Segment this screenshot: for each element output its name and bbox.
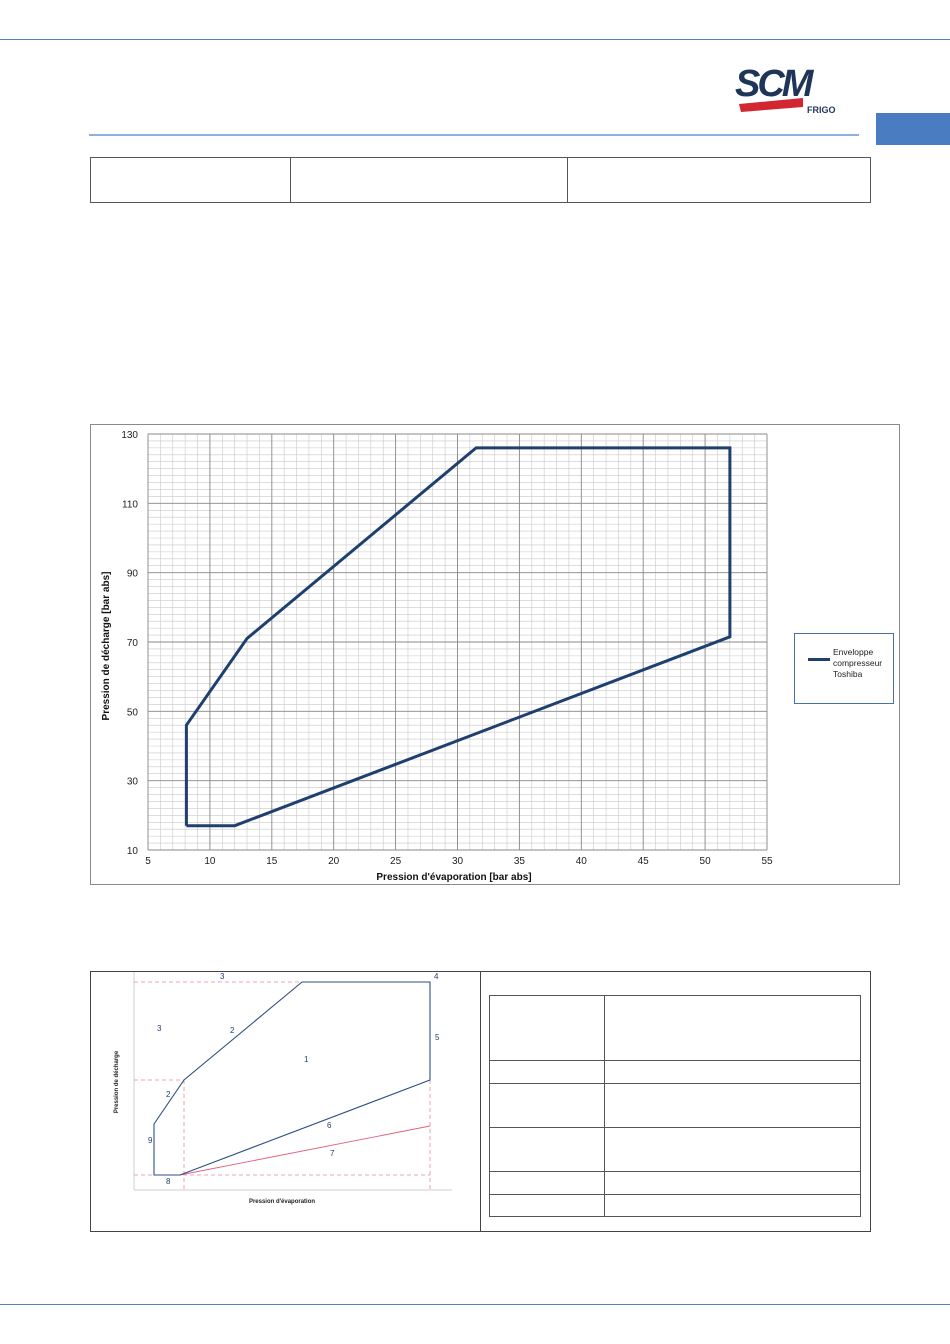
y-tick-label: 30: [126, 776, 138, 788]
x-tick-label: 40: [575, 856, 587, 867]
x-tick-label: 55: [761, 856, 773, 867]
zone-cell: [605, 1172, 861, 1195]
header-cell-2: [291, 158, 568, 203]
header-cell-1: [91, 158, 291, 203]
zone-cell: [605, 1061, 861, 1084]
zone-cell: [605, 1128, 861, 1172]
region-label-3b: 3: [220, 972, 225, 981]
x-tick-label: 10: [204, 856, 216, 867]
region-label-3a: 3: [157, 1024, 162, 1033]
zone-cell: [490, 1195, 605, 1217]
y-tick-label: 10: [126, 846, 138, 857]
envelope-series-line: [186, 448, 730, 826]
region-label-5: 5: [435, 1033, 440, 1042]
zone-table: [489, 995, 861, 1217]
y-tick-label: 50: [126, 707, 138, 719]
top-rule: [0, 39, 950, 40]
section-tab: [876, 113, 950, 145]
figure-divider: [480, 971, 481, 1232]
chart-legend: [794, 633, 894, 704]
region-label-2b: 2: [166, 1090, 171, 1099]
x-tick-label: 35: [513, 856, 525, 867]
zone-cell: [605, 1195, 861, 1217]
region-label-8: 8: [166, 1177, 171, 1186]
x-tick-label: 5: [145, 856, 151, 867]
schematic-line-7: [180, 1126, 430, 1175]
region-label-9: 9: [148, 1136, 153, 1145]
x-tick-label: 30: [451, 856, 464, 867]
header-info-table: [90, 157, 871, 203]
header-cell-3: [568, 158, 871, 203]
zone-cell: [490, 1061, 605, 1084]
compressor-envelope-chart: [90, 424, 900, 885]
x-tick-label: 20: [328, 856, 340, 867]
x-tick-label: 45: [637, 856, 649, 867]
region-label-7: 7: [330, 1149, 335, 1158]
schematic-guides: [134, 982, 430, 1190]
legend-label: Enveloppe compresseur Toshiba: [833, 647, 883, 679]
bottom-rule: [0, 1304, 950, 1305]
zone-cell: [490, 1084, 605, 1128]
schematic-y-label: Pression de décharge: [114, 1050, 120, 1114]
x-tick-label: 50: [699, 856, 711, 867]
x-tick-label: 25: [390, 856, 402, 867]
zone-cell: [605, 996, 861, 1061]
schematic-envelope: [154, 982, 430, 1175]
y-axis-label: Pression de décharge [bar abs]: [101, 571, 112, 721]
zone-cell: [490, 996, 605, 1061]
schematic-x-label: Pression d'évaporation: [248, 1199, 316, 1205]
y-tick-label: 110: [122, 499, 138, 511]
x-axis-label: Pression d'évaporation [bar abs]: [376, 872, 532, 883]
region-label-2a: 2: [230, 1026, 235, 1035]
region-label-6: 6: [327, 1121, 332, 1130]
legend-swatch: [808, 658, 830, 661]
zone-cell: [490, 1128, 605, 1172]
y-tick-label: 70: [126, 638, 138, 649]
y-tick-labels: [121, 430, 138, 857]
zone-schematic: [92, 972, 478, 1230]
logo-subtext: FRIGO: [807, 105, 836, 115]
logo-text: SCM: [735, 63, 811, 105]
chart-svg: [91, 425, 899, 884]
x-tick-label: 15: [266, 856, 278, 867]
header-rule: [89, 134, 859, 136]
scm-frigo-logo: [733, 60, 843, 120]
x-tick-labels: [145, 856, 773, 867]
region-label-4: 4: [434, 972, 439, 981]
y-tick-label: 90: [126, 568, 138, 580]
region-label-1: 1: [304, 1055, 309, 1064]
y-tick-label: 130: [121, 430, 138, 441]
zone-cell: [605, 1084, 861, 1128]
zone-cell: [490, 1172, 605, 1195]
